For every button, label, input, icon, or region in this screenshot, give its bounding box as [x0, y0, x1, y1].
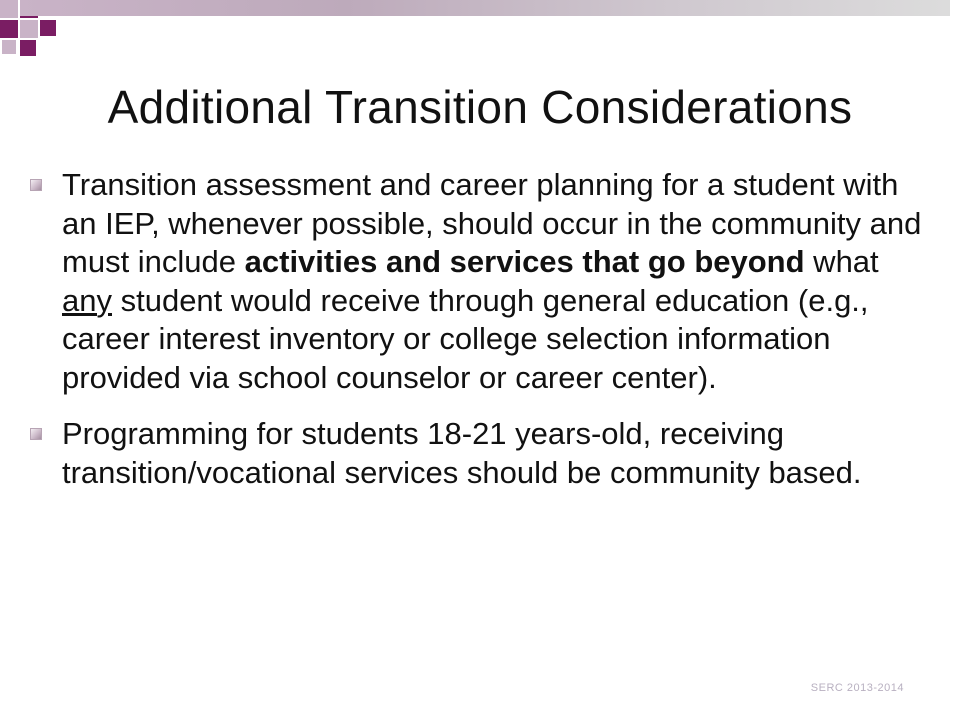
bullet-text-part: Transition assessment and career planning for a student with an IEP, whenever possible, should occur in the community and must include — [62, 167, 922, 279]
decor-square — [0, 20, 18, 38]
square-bullet-icon — [30, 428, 42, 440]
bullet-list — [30, 166, 930, 492]
slide-title: Additional Transition Considerations — [107, 81, 853, 133]
footer-label: SERC 2013-2014 — [810, 682, 904, 694]
decor-square — [20, 40, 36, 56]
top-accent-bar — [20, 0, 950, 16]
decor-square — [2, 40, 16, 54]
bullet-underlined-text: any — [62, 282, 112, 318]
decor-square — [0, 0, 18, 18]
bullet-bold-text: activities and services that go beyond — [244, 244, 805, 279]
decor-square — [40, 20, 56, 36]
bullet-text: Programming for students 18-21 years-old, receiving transition/vocational services should be community based. — [62, 416, 862, 490]
decor-square — [20, 20, 38, 38]
bullet-item — [30, 166, 930, 397]
square-bullet-icon — [30, 179, 42, 191]
bullet-text-part: what — [804, 244, 879, 279]
bullet-text-part: student would receive through general education (e.g., career interest inventory or college selection information provided via school counselor or career center). — [62, 282, 869, 395]
bullet-item — [30, 415, 930, 492]
